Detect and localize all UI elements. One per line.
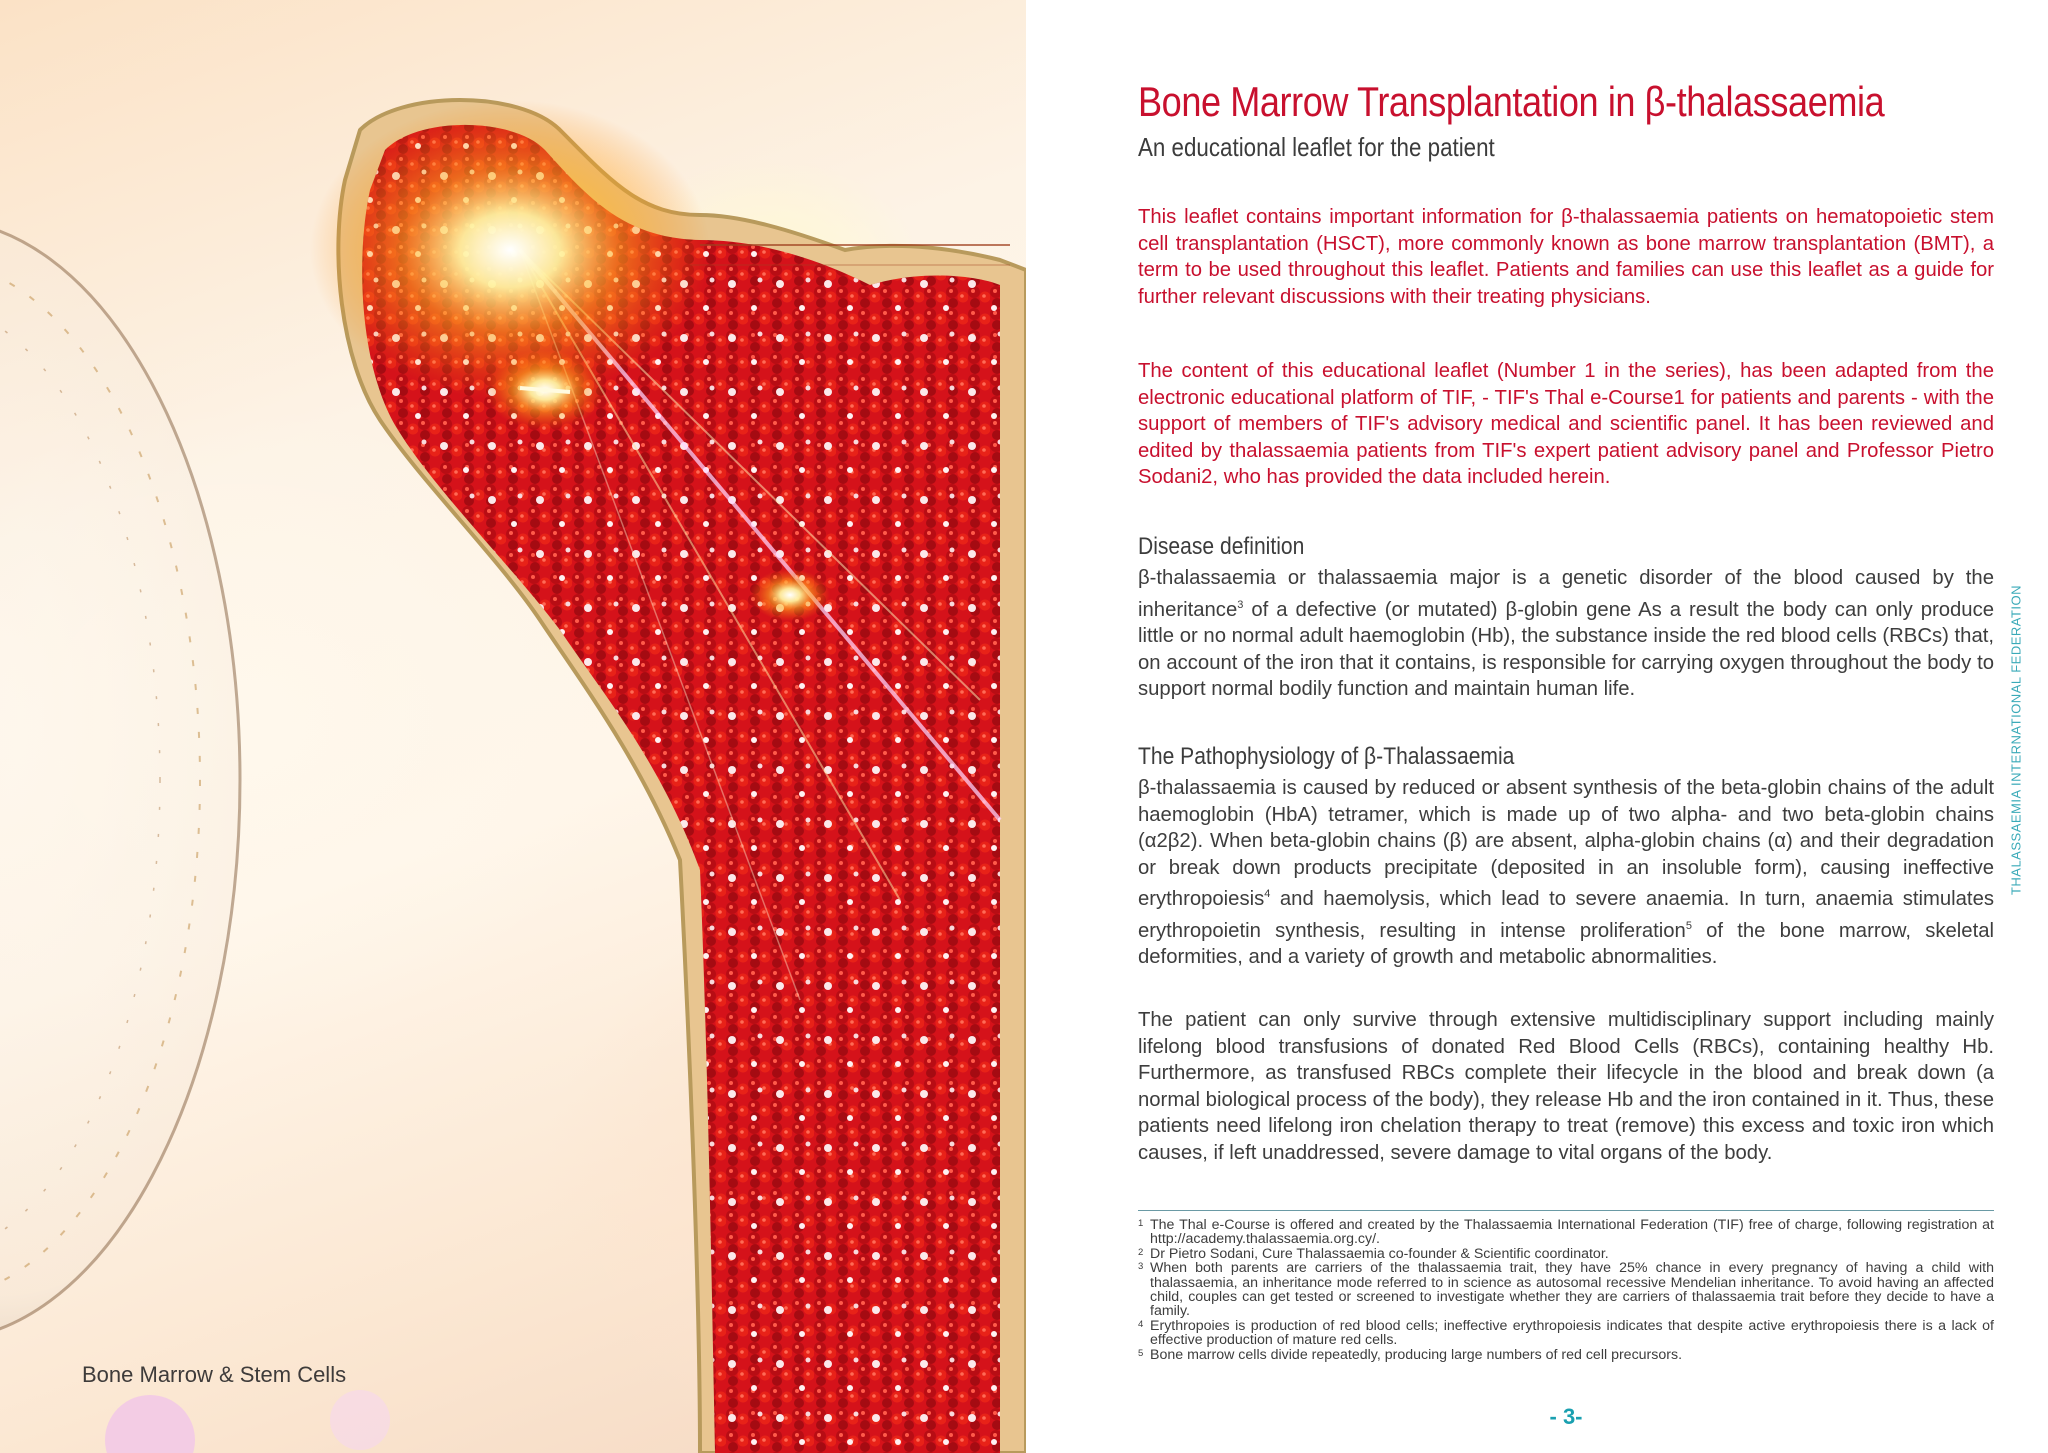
footnote-divider xyxy=(1138,1210,1994,1211)
section-heading-pathophysiology: The Pathophysiology of β-Thalassaemia xyxy=(1138,743,1515,770)
footnote-text: Bone marrow cells divide repeatedly, producing large numbers of red cell precursors. xyxy=(1150,1346,1683,1363)
spine-organization-name: THALASSAEMIA INTERNATIONAL FEDERATION xyxy=(2008,584,2024,896)
pathophysiology-text-2: and haemolysis, which lead to severe anaemia. In turn, anaemia stimulates erythropoietin synthesis, resulting in intense proliferation xyxy=(1138,888,1994,942)
text-page xyxy=(1026,0,2048,1453)
footnote-ref-3: 3 xyxy=(1237,598,1244,611)
pathophysiology-text-3: of the bone marrow, skeletal deformities, and a variety of growth and metabolic abnormalities. xyxy=(1138,919,1994,969)
footnote-item xyxy=(1138,1348,1994,1362)
footnotes xyxy=(1138,1218,1994,1362)
intro-paragraph-1: This leaflet contains important information for β-thalassaemia patients on hematopoietic stem cell transplantation (HSCT), more commonly known as bone marrow transplantation (BMT), a term to be used throughout this leaflet. Patients and families can use this leaflet as a guide for further relevant discussions with their treating physicians. xyxy=(1138,206,1994,308)
section-heading-disease-definition: Disease definition xyxy=(1138,533,1305,560)
footnote-number: 5 xyxy=(1138,1347,1144,1359)
footnote-ref-4: 4 xyxy=(1264,888,1271,901)
footnote-item xyxy=(1138,1218,1994,1247)
intro-paragraph-2: The content of this educational leaflet (Number 1 in the series), has been adapted from the electronic educational platform of TIF, - TIF's Thal e-Course1 for patients and parents - with the support of members of TIF's advisory medical and scientific panel. It has been reviewed and edited by thalassaemia patients from TIF's expert patient advisory panel and Professor Pietro Sodani2, who has provided the data included herein. xyxy=(1138,360,1994,489)
footnote-text: When both parents are carriers of the thalassaemia trait, they have 25% chance in every pregnancy of having a child with thalassaemia, an inheritance mode referred to in science as autosomal recessive Mendelian inheritance. To avoid having an affected child, couples can get tested or screened to investigate whether they are carriers of thalassaemia trait before they decide to have a family. xyxy=(1150,1260,1994,1320)
page-number: - 3- xyxy=(1549,1404,1583,1429)
footnote-text: The Thal e-Course is offered and created by the Thalassaemia International Federation (TIF) free of charge, following registration at http://academy.thalassaemia.org.cy/. xyxy=(1150,1217,1994,1248)
page-title: Bone Marrow Transplantation in β-thalassaemia xyxy=(1138,78,1885,125)
pathophysiology-text-1: β-thalassaemia is caused by reduced or absent synthesis of the beta-globin chains of the adult haemoglobin (HbA) tetramer, which is made up of two alpha- and two beta-globin chains (α2β2). When beta-globin chains (β) are absent, alpha-globin chains (α) and their degradation or break down products precipitate (deposited in an insoluble form), causing ineffective erythropoiesis xyxy=(1138,777,1994,911)
footnote-number: 4 xyxy=(1138,1318,1144,1330)
illustration-caption: Bone Marrow & Stem Cells xyxy=(82,1362,347,1387)
footnote-item xyxy=(1138,1247,1994,1261)
disease-definition-paragraph xyxy=(1138,565,1994,703)
footnote-number: 3 xyxy=(1138,1261,1144,1273)
page-subtitle: An educational leaflet for the patient xyxy=(1138,132,1495,162)
footnote-text: Erythropoies is production of red blood cells; ineffective erythropoiesis indicates that despite active erythropoiesis there is a lack of effective production of mature red cells. xyxy=(1150,1317,1994,1349)
survival-paragraph: The patient can only survive through extensive multidisciplinary support including mainly lifelong blood transfusions of donated Red Blood Cells (RBCs), containing healthy Hb. Furthermore, as transfused RBCs complete their lifecycle in the blood and break down (a normal biological process of the body), they release Hb and the iron contained in it. Thus, these patients need lifelong iron chelation therapy to treat (remove) this excess and toxic iron which causes, if left unaddressed, severe damage to vital organs of the body. xyxy=(1138,1009,1994,1164)
disease-definition-text-1: β-thalassaemia or thalassaemia major is a genetic disorder of the blood caused by the inheritance xyxy=(1138,567,1994,621)
footnote-number: 1 xyxy=(1138,1218,1144,1229)
pathophysiology-paragraph xyxy=(1138,775,1994,971)
footnote-number: 2 xyxy=(1138,1246,1144,1258)
footnote-ref-5: 5 xyxy=(1685,919,1692,932)
footnote-item xyxy=(1138,1319,1994,1348)
footnote-item xyxy=(1138,1261,1994,1319)
disease-definition-text-2: of a defective (or mutated) β-globin gene As a result the body can only produce little or no normal adult haemoglobin (Hb), the substance inside the red blood cells (RBCs) that, on account of the iron that it contains, is responsible for carrying oxygen throughout the body to support normal bodily function and maintain human life. xyxy=(1138,598,1994,701)
footnote-text: Dr Pietro Sodani, Cure Thalassaemia co-founder & Scientific coordinator. xyxy=(1150,1245,1609,1262)
